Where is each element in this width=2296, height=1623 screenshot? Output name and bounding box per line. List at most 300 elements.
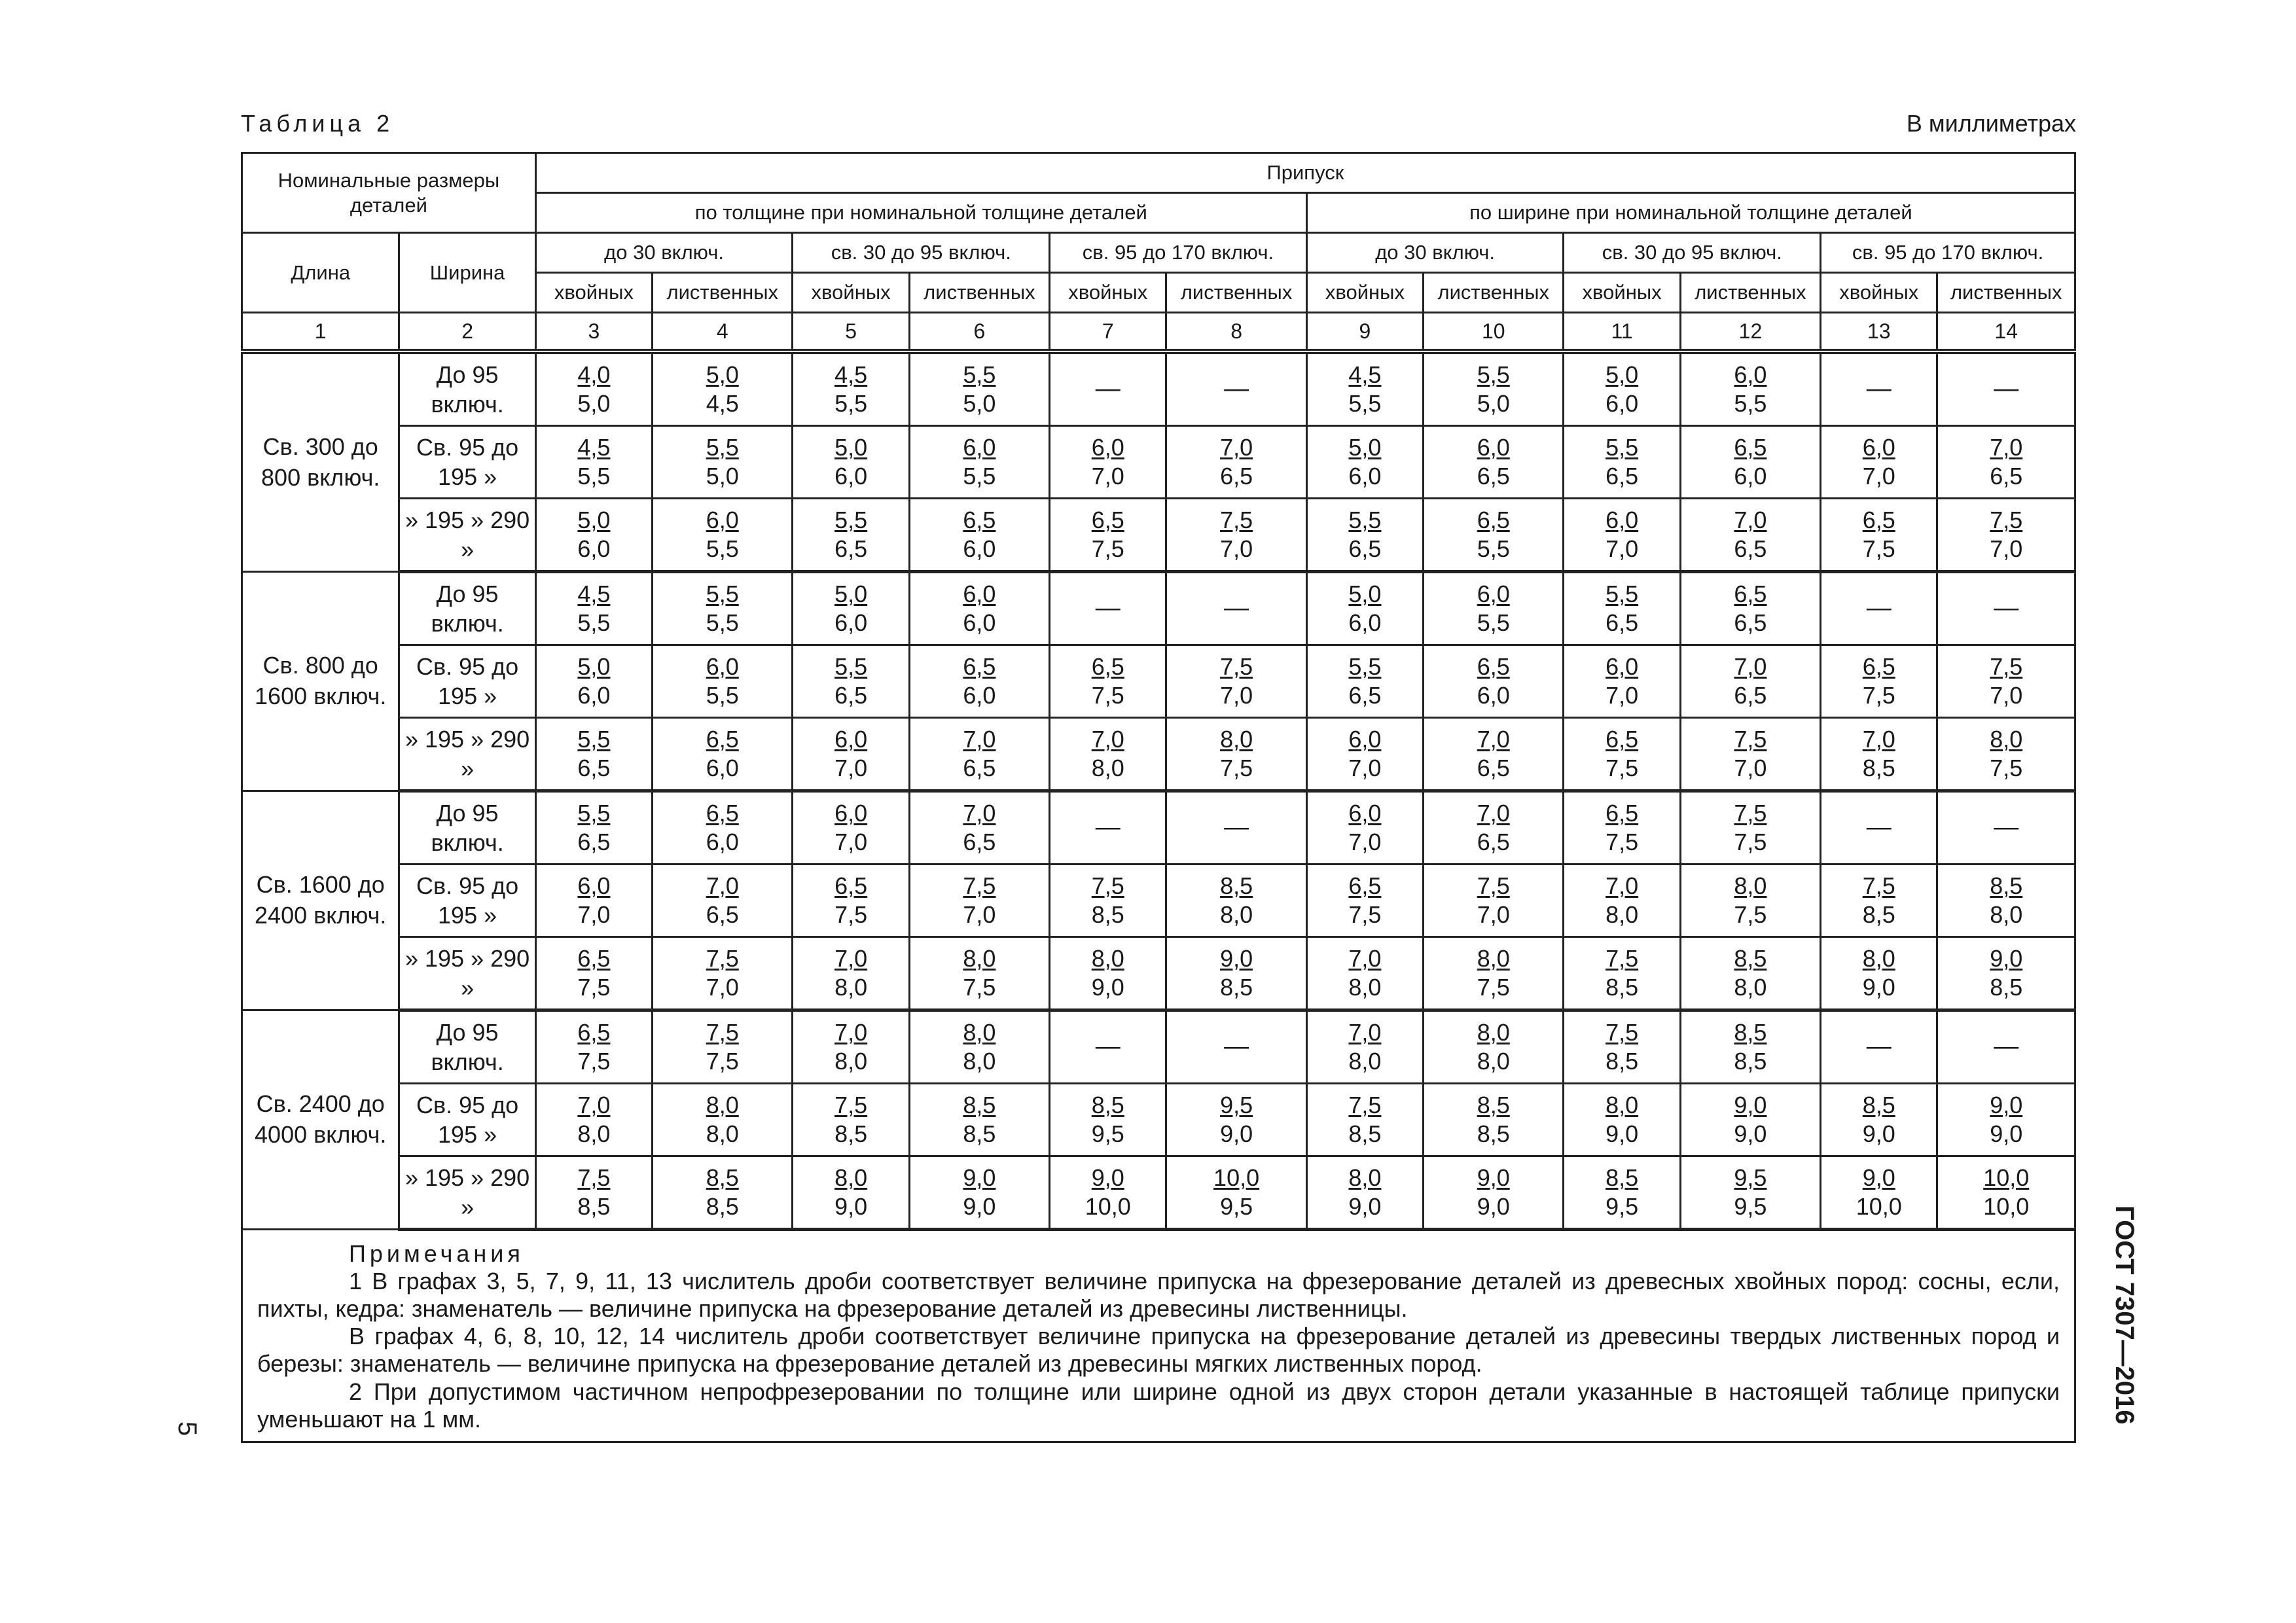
allowance-fraction xyxy=(1605,1164,1638,1221)
allowance-cell xyxy=(1564,791,1680,865)
allowance-fraction xyxy=(1220,944,1253,1002)
fraction-denominator: 7,0 xyxy=(1990,535,2023,562)
fraction-numerator: 6,0 xyxy=(1348,726,1382,753)
fraction-numerator: 6,0 xyxy=(1605,507,1639,534)
fraction-numerator: 7,5 xyxy=(1734,726,1767,753)
allowance-fraction xyxy=(963,944,996,1002)
fraction-numerator: 6,0 xyxy=(1862,434,1895,461)
fraction-denominator: 6,0 xyxy=(963,609,996,636)
fraction-numerator: 7,0 xyxy=(1605,872,1639,900)
fraction-denominator: 6,0 xyxy=(1477,682,1510,709)
fraction-denominator: 6,5 xyxy=(963,755,996,781)
allowance-cell xyxy=(1050,499,1166,572)
fraction-denominator: 6,5 xyxy=(1477,829,1510,855)
allowance-cell xyxy=(1821,718,1937,791)
allowance-fraction xyxy=(706,1091,739,1149)
fraction-denominator: 6,5 xyxy=(1220,463,1253,490)
fraction-numerator: 7,5 xyxy=(1990,507,2023,534)
allowance-cell xyxy=(1937,791,2075,865)
allowance-fraction xyxy=(1605,580,1638,637)
wood-type-header: хвойных xyxy=(1564,273,1680,313)
fraction-numerator: 6,0 xyxy=(963,580,996,608)
fraction-numerator: 5,5 xyxy=(963,361,996,389)
fraction-denominator: 7,5 xyxy=(706,1048,739,1075)
allowance-fraction xyxy=(577,872,610,929)
allowance-cell xyxy=(1937,499,2075,572)
allowance-cell xyxy=(1424,1156,1564,1230)
fraction-denominator: 6,5 xyxy=(834,535,868,562)
fraction-denominator: 7,0 xyxy=(1605,535,1639,562)
fraction-denominator: 7,5 xyxy=(1605,755,1639,781)
fraction-numerator: 8,5 xyxy=(1734,945,1767,972)
empty-dash: — xyxy=(1224,813,1249,842)
fraction-numerator: 7,5 xyxy=(706,945,739,972)
fraction-denominator: 6,5 xyxy=(1605,609,1639,636)
fraction-denominator: 7,5 xyxy=(963,974,996,1001)
allowance-fraction xyxy=(1734,1091,1767,1149)
fraction-numerator: 7,0 xyxy=(1220,434,1253,461)
fraction-numerator: 7,0 xyxy=(1990,434,2023,461)
fraction-numerator: 6,0 xyxy=(1605,653,1639,681)
allowance-fraction xyxy=(963,433,996,491)
column-number: 8 xyxy=(1166,313,1306,352)
allowance-fraction xyxy=(963,506,996,563)
allowance-fraction xyxy=(1092,944,1124,1002)
column-number: 1 xyxy=(242,313,399,352)
fraction-numerator: 5,0 xyxy=(1348,580,1382,608)
fraction-numerator: 7,5 xyxy=(963,872,996,900)
fraction-denominator: 6,0 xyxy=(963,535,996,562)
allowance-cell xyxy=(535,499,652,572)
fraction-numerator: 4,0 xyxy=(577,361,611,389)
allowance-fraction xyxy=(1477,506,1510,563)
fraction-denominator: 5,5 xyxy=(834,390,868,417)
fraction-numerator: 4,5 xyxy=(577,580,611,608)
allowance-fraction xyxy=(1605,872,1638,929)
fraction-denominator: 10,0 xyxy=(1085,1193,1131,1220)
fraction-denominator: 5,5 xyxy=(706,682,739,709)
allowance-fraction xyxy=(1863,872,1895,929)
fraction-denominator: 8,0 xyxy=(1220,901,1253,928)
allowance-cell xyxy=(1050,865,1166,937)
fraction-numerator: 4,5 xyxy=(577,434,611,461)
allowance-fraction xyxy=(1092,652,1124,710)
column-number: 4 xyxy=(653,313,793,352)
fraction-denominator: 8,5 xyxy=(1348,1120,1382,1147)
fraction-numerator: 8,0 xyxy=(834,1164,868,1192)
allowance-fraction xyxy=(577,506,610,563)
allowance-cell xyxy=(1166,791,1306,865)
allowance-fraction xyxy=(1734,361,1767,418)
allowance-fraction xyxy=(1348,1164,1381,1221)
fraction-numerator: 5,5 xyxy=(577,800,611,827)
allowance-fraction xyxy=(706,361,739,418)
table-caption: Таблица 2 xyxy=(241,110,395,137)
allowance-fraction xyxy=(834,725,867,783)
allowance-fraction xyxy=(577,799,610,857)
fraction-denominator: 8,5 xyxy=(706,1193,739,1220)
allowance-fraction xyxy=(706,725,739,783)
fraction-numerator: 7,5 xyxy=(834,1092,868,1119)
allowance-cell xyxy=(1050,791,1166,865)
allowance-cell xyxy=(793,718,909,791)
fraction-numerator: 7,0 xyxy=(1862,726,1895,753)
allowance-cell xyxy=(1680,426,1820,499)
empty-dash: — xyxy=(1095,375,1121,403)
allowance-cell xyxy=(1564,1084,1680,1156)
fraction-denominator: 6,0 xyxy=(1734,463,1767,490)
page-number: 5 xyxy=(173,1421,202,1436)
fraction-numerator: 6,5 xyxy=(1091,507,1124,534)
fraction-numerator: 8,0 xyxy=(963,1019,996,1046)
fraction-numerator: 5,5 xyxy=(1348,653,1382,681)
fraction-numerator: 9,0 xyxy=(963,1164,996,1192)
fraction-denominator: 6,5 xyxy=(577,829,611,855)
wood-type-header: лиственных xyxy=(1424,273,1564,313)
table-row xyxy=(242,351,2075,426)
fraction-numerator: 7,5 xyxy=(577,1164,611,1192)
fraction-denominator: 7,5 xyxy=(1091,682,1124,709)
fraction-numerator: 7,5 xyxy=(1477,872,1510,900)
allowance-cell xyxy=(1306,426,1423,499)
table-row xyxy=(242,426,2075,499)
fraction-numerator: 7,5 xyxy=(1734,800,1767,827)
allowance-fraction xyxy=(577,1091,610,1149)
allowance-fraction xyxy=(1734,799,1767,857)
fraction-numerator: 6,5 xyxy=(1862,507,1895,534)
width-cell: До 95 включ. xyxy=(399,572,535,645)
allowance-cell xyxy=(793,1010,909,1084)
allowance-cell xyxy=(1050,426,1166,499)
allowance-cell xyxy=(1680,572,1820,645)
fraction-numerator: 6,5 xyxy=(963,653,996,681)
fraction-numerator: 6,0 xyxy=(1477,434,1510,461)
table-row xyxy=(242,791,2075,865)
allowance-cell xyxy=(1050,1156,1166,1230)
fraction-denominator: 6,5 xyxy=(577,755,611,781)
allowance-cell xyxy=(535,937,652,1010)
allowance-cell xyxy=(1050,718,1166,791)
fraction-denominator: 5,5 xyxy=(577,463,611,490)
fraction-denominator: 6,5 xyxy=(963,829,996,855)
length-cell: Св. 300 до 800 включ. xyxy=(242,351,399,572)
allowance-cell xyxy=(1306,645,1423,718)
empty-dash: — xyxy=(1994,1033,2019,1061)
fraction-denominator: 9,5 xyxy=(1220,1193,1253,1220)
range-header: св. 30 до 95 включ. xyxy=(1564,233,1821,273)
allowance-fraction xyxy=(1477,1018,1510,1076)
fraction-denominator: 9,0 xyxy=(1605,1120,1639,1147)
nominal-sizes-header: Номинальные размеры деталей xyxy=(242,153,536,233)
allowance-fraction xyxy=(1734,580,1767,637)
fraction-numerator: 5,0 xyxy=(577,507,611,534)
fraction-numerator: 7,5 xyxy=(706,1019,739,1046)
fraction-numerator: 7,0 xyxy=(1734,653,1767,681)
allowance-fraction xyxy=(1605,944,1638,1002)
fraction-numerator: 6,5 xyxy=(963,507,996,534)
allowance-cell xyxy=(909,499,1049,572)
fraction-numerator: 5,0 xyxy=(1348,434,1382,461)
allowance-fraction xyxy=(706,1164,739,1221)
table-row xyxy=(242,1156,2075,1230)
column-number: 11 xyxy=(1564,313,1680,352)
fraction-denominator: 7,0 xyxy=(834,755,868,781)
allowance-fraction xyxy=(834,580,867,637)
allowance-cell xyxy=(535,645,652,718)
allowance-fraction xyxy=(1220,872,1253,929)
column-number: 6 xyxy=(909,313,1049,352)
column-number: 3 xyxy=(535,313,652,352)
allowance-cell xyxy=(535,1010,652,1084)
allowance-cell xyxy=(1821,865,1937,937)
fraction-numerator: 7,5 xyxy=(1091,872,1124,900)
fraction-denominator: 8,5 xyxy=(1862,901,1895,928)
fraction-numerator: 6,0 xyxy=(706,507,739,534)
allowance-fraction xyxy=(1990,433,2022,491)
allowance-fraction xyxy=(963,1164,996,1221)
length-header: Длина xyxy=(242,233,399,313)
fraction-denominator: 8,5 xyxy=(1220,974,1253,1001)
fraction-numerator: 8,5 xyxy=(706,1164,739,1192)
fraction-denominator: 6,5 xyxy=(1348,535,1382,562)
fraction-denominator: 5,0 xyxy=(963,390,996,417)
fraction-denominator: 6,5 xyxy=(1990,463,2023,490)
notes-heading: Примечания xyxy=(349,1240,524,1267)
table-row xyxy=(242,865,2075,937)
allowance-fraction xyxy=(1477,1091,1510,1149)
fraction-denominator: 8,5 xyxy=(577,1193,611,1220)
allowance-cell xyxy=(1306,1156,1423,1230)
fraction-denominator: 7,5 xyxy=(1862,535,1895,562)
allowance-cell xyxy=(1680,865,1820,937)
fraction-numerator: 5,5 xyxy=(577,726,611,753)
fraction-denominator: 5,0 xyxy=(1477,390,1510,417)
fraction-denominator: 5,0 xyxy=(706,463,739,490)
width-cell: До 95 включ. xyxy=(399,351,535,426)
allowance-cell xyxy=(1680,499,1820,572)
allowance-fraction xyxy=(577,652,610,710)
wood-type-header: хвойных xyxy=(793,273,909,313)
allowance-fraction xyxy=(834,652,867,710)
table-body xyxy=(242,351,2075,1230)
fraction-denominator: 7,0 xyxy=(963,901,996,928)
fraction-denominator: 6,5 xyxy=(834,682,868,709)
allowance-fraction xyxy=(1348,580,1381,637)
fraction-numerator: 5,0 xyxy=(577,653,611,681)
allowance-cell xyxy=(1564,351,1680,426)
fraction-denominator: 8,5 xyxy=(1477,1120,1510,1147)
fraction-denominator: 8,5 xyxy=(963,1120,996,1147)
allowance-cell xyxy=(1821,1084,1937,1156)
allowance-cell xyxy=(909,645,1049,718)
allowance-cell xyxy=(1166,718,1306,791)
allowance-fraction xyxy=(1477,799,1510,857)
fraction-numerator: 6,0 xyxy=(577,872,611,900)
allowance-cell xyxy=(1424,426,1564,499)
allowance-fraction xyxy=(1983,1164,2029,1221)
allowance-cell xyxy=(1937,351,2075,426)
fraction-denominator: 6,5 xyxy=(706,901,739,928)
allowance-cell xyxy=(1937,572,2075,645)
allowance-cell xyxy=(1680,1156,1820,1230)
allowance-fraction xyxy=(1734,1164,1767,1221)
fraction-denominator: 9,0 xyxy=(1477,1193,1510,1220)
fraction-numerator: 9,5 xyxy=(1734,1164,1767,1192)
empty-dash: — xyxy=(1994,813,2019,842)
column-number-row xyxy=(242,313,2075,352)
allowance-cell xyxy=(1821,426,1937,499)
allowance-fraction xyxy=(1990,725,2022,783)
allowance-fraction xyxy=(1863,725,1895,783)
allowance-fraction xyxy=(577,1018,610,1076)
allowance-cell xyxy=(1050,1084,1166,1156)
fraction-numerator: 6,0 xyxy=(1091,434,1124,461)
range-header: св. 30 до 95 включ. xyxy=(793,233,1050,273)
fraction-numerator: 9,0 xyxy=(1091,1164,1124,1192)
table-row xyxy=(242,645,2075,718)
allowance-fraction xyxy=(1605,725,1638,783)
fraction-numerator: 6,5 xyxy=(577,1019,611,1046)
allowance-fraction xyxy=(1863,1091,1895,1149)
empty-dash: — xyxy=(1095,594,1121,622)
allowance-fraction xyxy=(1605,433,1638,491)
fraction-numerator: 7,5 xyxy=(1605,1019,1639,1046)
allowance-cell xyxy=(1424,865,1564,937)
fraction-denominator: 6,0 xyxy=(1348,463,1382,490)
fraction-numerator: 6,5 xyxy=(834,872,868,900)
allowance-cell xyxy=(1937,426,2075,499)
allowance-cell xyxy=(1937,865,2075,937)
allowance-cell xyxy=(1680,1084,1820,1156)
allowance-fraction xyxy=(1220,725,1253,783)
fraction-numerator: 6,5 xyxy=(1348,872,1382,900)
fraction-numerator: 7,0 xyxy=(1091,726,1124,753)
fraction-denominator: 9,0 xyxy=(1862,974,1895,1001)
allowance-cell xyxy=(1680,791,1820,865)
allowance-fraction xyxy=(1348,1018,1381,1076)
allowance-header: Припуск xyxy=(535,153,2075,193)
fraction-numerator: 8,0 xyxy=(706,1092,739,1119)
wood-type-header: хвойных xyxy=(535,273,652,313)
allowance-cell xyxy=(1424,718,1564,791)
allowance-fraction xyxy=(963,652,996,710)
fraction-denominator: 9,5 xyxy=(1091,1120,1124,1147)
allowance-cell xyxy=(1166,572,1306,645)
empty-dash: — xyxy=(1866,813,1892,842)
fraction-denominator: 10,0 xyxy=(1856,1193,1902,1220)
empty-dash: — xyxy=(1866,375,1892,403)
allowance-fraction xyxy=(1856,1164,1902,1221)
fraction-denominator: 6,0 xyxy=(963,682,996,709)
width-header: Ширина xyxy=(399,233,535,313)
allowance-fraction xyxy=(1348,506,1381,563)
allowance-fraction xyxy=(1220,506,1253,563)
fraction-denominator: 7,5 xyxy=(1477,974,1510,1001)
allowance-cell xyxy=(653,426,793,499)
fraction-denominator: 6,5 xyxy=(1734,609,1767,636)
fraction-denominator: 6,5 xyxy=(1348,682,1382,709)
allowance-fraction xyxy=(963,1091,996,1149)
allowance-fraction xyxy=(1990,652,2022,710)
wood-type-header: лиственных xyxy=(653,273,793,313)
fraction-denominator: 8,5 xyxy=(1091,901,1124,928)
width-cell: Св. 95 до 195 » xyxy=(399,1084,535,1156)
length-cell: Св. 1600 до 2400 включ. xyxy=(242,791,399,1010)
width-cell: » 195 » 290 » xyxy=(399,1156,535,1230)
allowance-cell xyxy=(1821,791,1937,865)
width-cell: До 95 включ. xyxy=(399,791,535,865)
fraction-denominator: 7,0 xyxy=(706,974,739,1001)
fraction-denominator: 8,5 xyxy=(834,1120,868,1147)
allowance-fraction xyxy=(1348,944,1381,1002)
fraction-numerator: 6,5 xyxy=(1477,507,1510,534)
fraction-denominator: 7,5 xyxy=(1990,755,2023,781)
fraction-numerator: 8,0 xyxy=(963,945,996,972)
column-number: 10 xyxy=(1424,313,1564,352)
allowance-fraction xyxy=(706,872,739,929)
fraction-denominator: 8,0 xyxy=(1477,1048,1510,1075)
fraction-numerator: 8,0 xyxy=(1091,945,1124,972)
fraction-numerator: 5,5 xyxy=(834,507,868,534)
fraction-numerator: 6,0 xyxy=(1734,361,1767,389)
allowance-cell xyxy=(535,718,652,791)
fraction-numerator: 6,5 xyxy=(1605,800,1639,827)
allowance-cell xyxy=(653,1084,793,1156)
fraction-denominator: 8,0 xyxy=(1990,901,2023,928)
allowance-cell xyxy=(1937,645,2075,718)
fraction-numerator: 5,5 xyxy=(1605,434,1639,461)
allowance-cell xyxy=(1166,1156,1306,1230)
allowance-cell xyxy=(1306,1010,1423,1084)
fraction-denominator: 7,0 xyxy=(834,829,868,855)
allowance-cell xyxy=(909,351,1049,426)
table-header xyxy=(242,153,2075,352)
wood-type-header: лиственных xyxy=(909,273,1049,313)
fraction-numerator: 5,5 xyxy=(1348,507,1382,534)
fraction-denominator: 7,5 xyxy=(577,974,611,1001)
fraction-numerator: 5,0 xyxy=(834,580,868,608)
column-number: 7 xyxy=(1050,313,1166,352)
fraction-denominator: 8,0 xyxy=(1091,755,1124,781)
allowance-cell xyxy=(653,791,793,865)
width-cell: Св. 95 до 195 » xyxy=(399,865,535,937)
allowance-cell xyxy=(653,865,793,937)
fraction-numerator: 7,0 xyxy=(834,945,868,972)
fraction-denominator: 5,5 xyxy=(706,535,739,562)
allowance-cell xyxy=(793,572,909,645)
fraction-numerator: 6,0 xyxy=(834,800,868,827)
allowance-fraction xyxy=(1990,872,2022,929)
allowance-fraction xyxy=(1477,1164,1510,1221)
allowance-cell xyxy=(1680,1010,1820,1084)
allowance-fraction xyxy=(1085,1164,1131,1221)
allowance-cell xyxy=(1821,351,1937,426)
allowance-cell xyxy=(1424,791,1564,865)
allowance-cell xyxy=(793,1084,909,1156)
allowance-cell xyxy=(793,791,909,865)
allowance-fraction xyxy=(834,1018,867,1076)
fraction-denominator: 5,5 xyxy=(963,463,996,490)
allowance-fraction xyxy=(1220,1091,1253,1149)
fraction-numerator: 8,5 xyxy=(1605,1164,1639,1192)
fraction-denominator: 9,0 xyxy=(1348,1193,1382,1220)
fraction-denominator: 6,0 xyxy=(706,755,739,781)
notes xyxy=(242,1230,2075,1442)
allowance-fraction xyxy=(706,433,739,491)
table-row xyxy=(242,572,2075,645)
fraction-denominator: 7,5 xyxy=(1734,829,1767,855)
column-number: 2 xyxy=(399,313,535,352)
